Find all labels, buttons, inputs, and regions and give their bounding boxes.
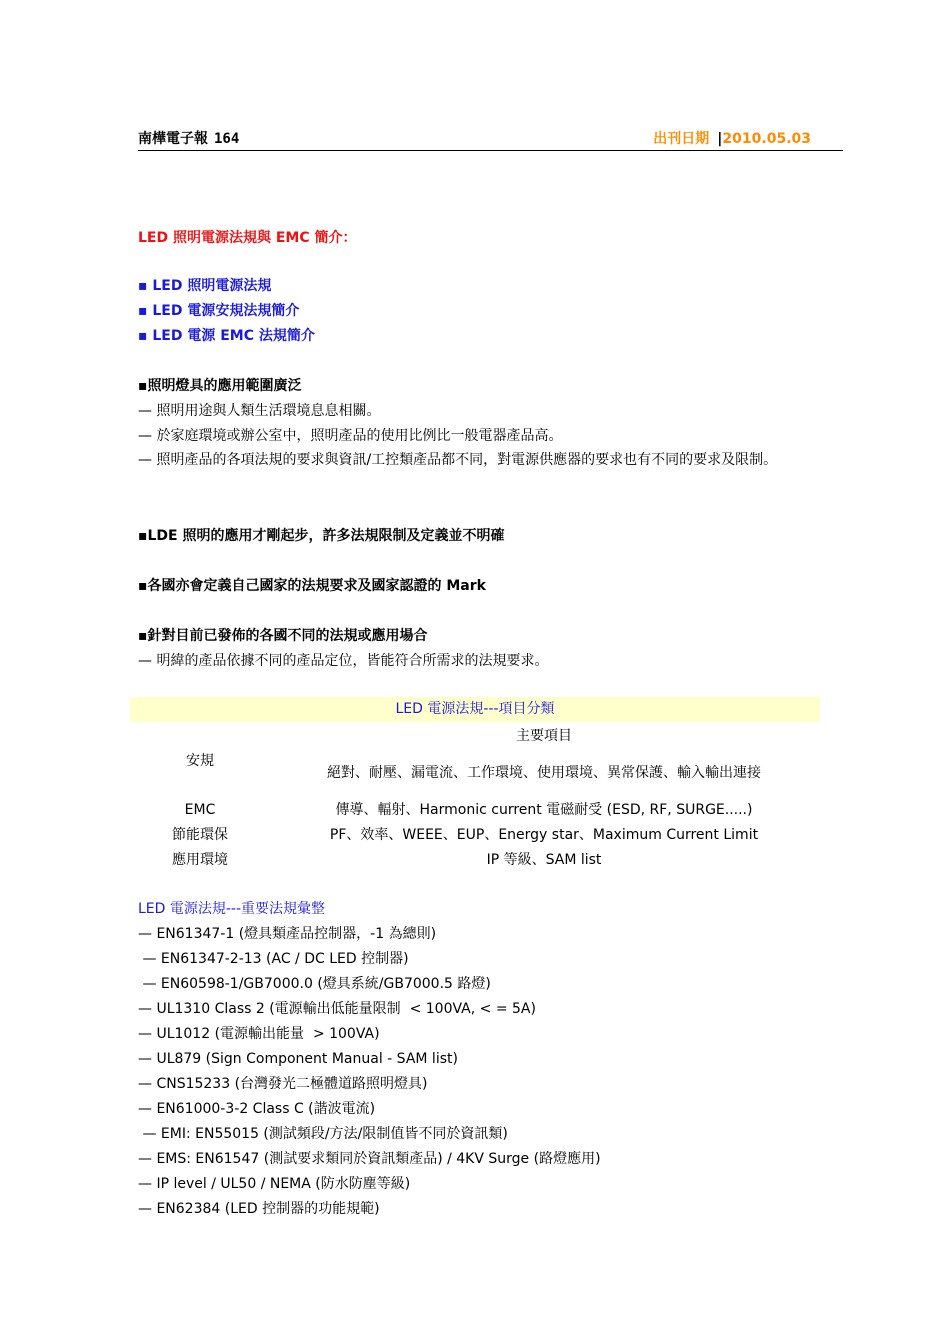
date-value: 2010.05.03: [722, 131, 811, 147]
point-3-title: ▪各國亦會定義自己國家的法規要求及國家認證的 Mark: [138, 578, 486, 594]
regulation-item: — UL1310 Class 2 (電源輸出低能量限制 < 100VA, < = 5A): [138, 1001, 536, 1017]
regulation-item: — UL879 (Sign Component Manual - SAM list): [138, 1051, 458, 1067]
point-2-title: ▪LDE 照明的應用才剛起步，許多法規限制及定義並不明確: [138, 528, 505, 544]
table-row-category: 應用環境: [172, 852, 228, 868]
regulation-item: — EMS: EN61547 (測試要求類同於資訊類產品) / 4KV Surge (路燈應用): [138, 1151, 601, 1167]
regulation-item: — EN61347-1 (燈具類產品控制器，-1 為總則): [138, 926, 437, 942]
date-separator: |: [717, 131, 723, 147]
toc-item-emc-regulations[interactable]: ▪ LED 電源 EMC 法規簡介: [138, 328, 315, 344]
publication-title: [138, 128, 239, 148]
regulation-item: — EN60598-1/GB7000.0 (燈具系統/GB7000.5 路燈): [138, 976, 491, 992]
table-row-category: 安規: [186, 753, 214, 769]
point-4-title: ▪針對目前已發佈的各國不同的法規或應用場合: [138, 628, 428, 644]
table-row-items: 傳導、輻射、Harmonic current 電磁耐受 (ESD, RF, SURGE.....): [335, 802, 753, 818]
table-row-items: IP 等級、SAM list: [486, 852, 602, 868]
regulations-title: LED 電源法規---重要法規彙整: [138, 901, 326, 917]
table-row-items: 絕對、耐壓、漏電流、工作環境、使用環境、異常保護、輸入輸出連接: [327, 765, 761, 781]
table-column-header: 主要項目: [516, 728, 572, 744]
table-title: LED 電源法規---項目分類: [130, 697, 820, 722]
regulation-item: — EN61347-2-13 (AC / DC LED 控制器): [138, 951, 409, 967]
point-1-item: — 照明產品的各項法規的要求與資訊/工控類產品都不同，對電源供應器的要求也有不同的要求及限制。: [138, 452, 778, 468]
point-4-item: — 明緯的產品依據不同的產品定位，皆能符合所需求的法規要求。: [138, 653, 549, 669]
toc-item-safety-regulations[interactable]: ▪ LED 電源安規法規簡介: [138, 303, 300, 319]
regulation-item: — UL1012 (電源輸出能量 > 100VA): [138, 1026, 380, 1042]
table-row-category: EMC: [184, 802, 216, 818]
publication-name: 南樺電子報: [138, 131, 208, 147]
date-label: 出刊日期: [653, 131, 710, 147]
page-header: [138, 126, 843, 151]
regulation-item: — EN61000-3-2 Class C (諧波電流): [138, 1101, 376, 1117]
article-title: LED 照明電源法規與 EMC 簡介：: [138, 230, 357, 246]
toc-item-lighting-regulations[interactable]: ▪ LED 照明電源法規: [138, 278, 272, 294]
point-1-title: ▪照明燈具的應用範圍廣泛: [138, 378, 302, 394]
table-row-items: PF、效率、WEEE、EUP、Energy star、Maximum Current Limit: [329, 827, 759, 843]
point-1-item: — 照明用途與人類生活環境息息相關。: [138, 403, 381, 419]
publish-date: [653, 128, 811, 148]
table-row-category: 節能環保: [172, 827, 228, 843]
issue-number: 164: [214, 131, 240, 147]
regulation-item: — EMI: EN55015 (測試頻段/方法/限制值皆不同於資訊類): [138, 1126, 508, 1142]
regulation-item: — IP level / UL50 / NEMA (防水防塵等級): [138, 1176, 411, 1192]
regulation-item: — CNS15233 (台灣發光二極體道路照明燈具): [138, 1076, 428, 1092]
point-1-item: — 於家庭環境或辦公室中，照明產品的使用比例比一般電器產品高。: [138, 428, 563, 444]
regulation-item: — EN62384 (LED 控制器的功能規範): [138, 1201, 380, 1217]
